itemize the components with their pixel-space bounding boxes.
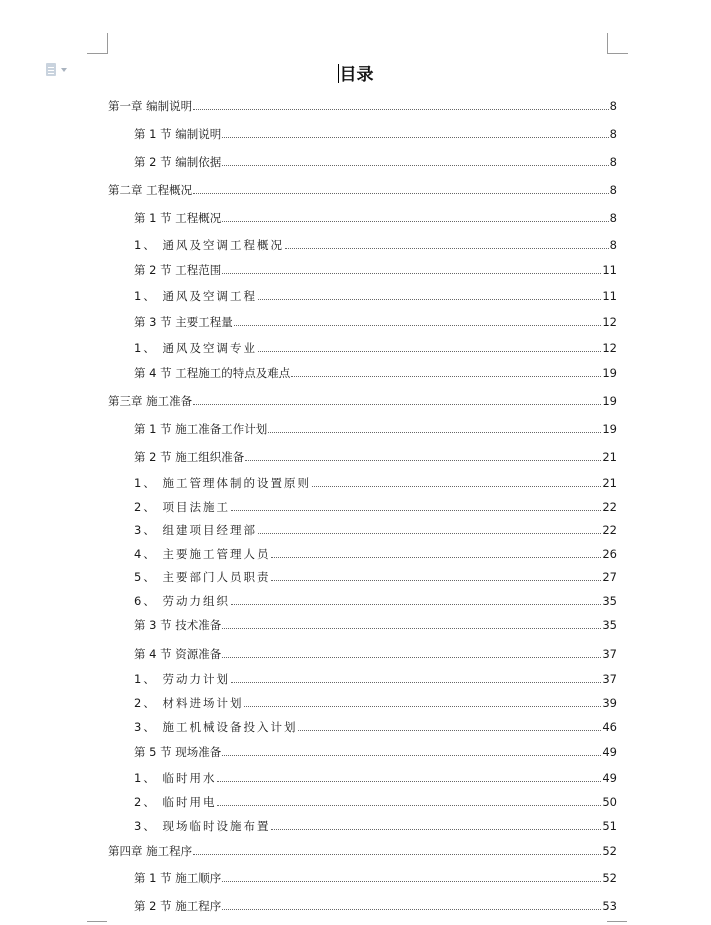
toc-entry-label: 2、 临时用电 [134, 795, 217, 809]
toc-entry-label: 4、 主要施工管理人员 [134, 547, 271, 561]
toc-leader-dots [234, 324, 602, 326]
toc-leader-dots [222, 164, 608, 166]
toc-entry-page-number: 8 [609, 211, 617, 225]
toc-leader-dots [193, 192, 609, 194]
toc-entry-page-number: 19 [602, 366, 617, 380]
toc-leader-dots [222, 754, 601, 756]
toc-entry-page-number: 53 [602, 899, 617, 913]
toc-entry-page-number: 46 [602, 720, 617, 734]
toc-entry-page-number: 37 [602, 647, 617, 661]
page-corner-mark-top-right [607, 33, 628, 54]
toc-entry[interactable] [134, 125, 617, 141]
toc-entry-label: 5、 主要部门人员职责 [134, 570, 271, 584]
toc-leader-dots [231, 681, 601, 683]
toc-entry[interactable] [134, 869, 617, 885]
toc-leader-dots [193, 403, 601, 405]
toc-entry-label: 第 2 节 工程范围 [134, 263, 222, 277]
toc-entry-label: 第四章 施工程序 [108, 844, 193, 858]
toc-entry-label: 第 2 节 施工组织准备 [134, 450, 245, 464]
toc-entry[interactable] [134, 670, 617, 686]
toc-leader-dots [222, 220, 608, 222]
toc-entry-page-number: 22 [602, 523, 617, 537]
toc-leader-dots [245, 459, 601, 461]
toc-entry-label: 第 1 节 施工顺序 [134, 871, 222, 885]
toc-entry-label: 第 2 节 施工程序 [134, 899, 222, 913]
toc-entry-page-number: 26 [602, 547, 617, 561]
page-corner-mark-bottom-right [607, 921, 627, 922]
toc-leader-dots [231, 509, 601, 511]
toc-entry-page-number: 51 [602, 819, 617, 833]
toc-entry[interactable] [134, 236, 617, 252]
toc-entry[interactable] [134, 545, 617, 561]
toc-entry[interactable] [134, 153, 617, 169]
toc-leader-dots [258, 298, 601, 300]
toc-entry[interactable] [134, 474, 617, 490]
toc-entry-page-number: 8 [609, 238, 617, 252]
toc-leader-dots [222, 880, 601, 882]
toc-entry-label: 第 4 节 工程施工的特点及难点 [134, 366, 291, 380]
toc-entry-page-number: 19 [602, 422, 617, 436]
text-cursor [338, 64, 339, 83]
toc-entry-page-number: 27 [602, 570, 617, 584]
toc-entry[interactable] [134, 364, 617, 380]
toc-entry-page-number: 35 [602, 618, 617, 632]
toc-entry-page-number: 21 [602, 450, 617, 464]
page-corner-mark-bottom-left [87, 921, 107, 922]
toc-entry-label: 2、 项目法施工 [134, 500, 230, 514]
toc-leader-dots [222, 908, 601, 910]
toc-entry[interactable] [134, 592, 617, 608]
toc-entry[interactable] [108, 842, 617, 858]
toc-entry-page-number: 11 [602, 263, 617, 277]
toc-leader-dots [271, 579, 601, 581]
toc-entry-label: 1、 临时用水 [134, 771, 217, 785]
toc-entry[interactable] [134, 498, 617, 514]
toc-leader-dots [258, 350, 601, 352]
toc-entry-label: 1、 通风及空调工程 [134, 289, 257, 303]
toc-entry[interactable] [134, 261, 617, 277]
toc-entry-page-number: 39 [602, 696, 617, 710]
toc-leader-dots [258, 532, 601, 534]
toc-entry[interactable] [134, 817, 617, 833]
toc-entry[interactable] [134, 313, 617, 329]
toc-entry-page-number: 35 [602, 594, 617, 608]
toc-entry-label: 1、 劳动力计划 [134, 672, 230, 686]
toc-leader-dots [222, 136, 608, 138]
page-title-text: 目录 [339, 65, 374, 85]
toc-entry[interactable] [134, 793, 617, 809]
toc-entry-label: 1、 通风及空调专业 [134, 341, 257, 355]
toc-entry-page-number: 52 [602, 844, 617, 858]
toc-entry[interactable] [108, 181, 617, 197]
page-corner-mark-top-left [87, 33, 108, 54]
toc-leader-dots [222, 272, 601, 274]
toc-entry-label: 第一章 编制说明 [108, 99, 193, 113]
toc-entry[interactable] [134, 568, 617, 584]
toc-entry[interactable] [108, 97, 617, 113]
toc-entry-label: 3、 组建项目经理部 [134, 523, 257, 537]
toc-entry-page-number: 8 [609, 127, 617, 141]
toc-leader-dots [231, 603, 601, 605]
toc-entry[interactable] [134, 420, 617, 436]
toc-entry-page-number: 52 [602, 871, 617, 885]
toc-entry[interactable] [134, 616, 617, 632]
toc-leader-dots [312, 485, 601, 487]
toc-entry[interactable] [134, 897, 617, 913]
toc-entry-page-number: 21 [602, 476, 617, 490]
toc-entry-label: 第 4 节 资源准备 [134, 647, 222, 661]
toc-entry[interactable] [134, 645, 617, 661]
toc-leader-dots [271, 828, 601, 830]
toc-entry-page-number: 49 [602, 745, 617, 759]
toc-leader-dots [222, 627, 601, 629]
toc-entry-label: 3、 施工机械设备投入计划 [134, 720, 298, 734]
toc-entry[interactable] [108, 392, 617, 408]
toc-entry-page-number: 8 [609, 183, 617, 197]
toc-entry[interactable] [134, 287, 617, 303]
toc-entry-page-number: 22 [602, 500, 617, 514]
page-title [0, 60, 711, 85]
toc-entry-page-number: 19 [602, 394, 617, 408]
toc-entry-page-number: 50 [602, 795, 617, 809]
toc-leader-dots [193, 853, 601, 855]
toc-entry-label: 第 3 节 技术准备 [134, 618, 222, 632]
toc-leader-dots [291, 375, 601, 377]
toc-leader-dots [298, 729, 601, 731]
toc-entry[interactable] [134, 694, 617, 710]
toc-entry-label: 第 2 节 编制依据 [134, 155, 222, 169]
toc-leader-dots [271, 556, 601, 558]
toc-leader-dots [285, 247, 609, 249]
toc-entry-page-number: 8 [609, 155, 617, 169]
toc-entry-page-number: 8 [609, 99, 617, 113]
toc-entry-label: 1、 通风及空调工程概况 [134, 238, 284, 252]
toc-entry-page-number: 49 [602, 771, 617, 785]
toc-entry-label: 第三章 施工准备 [108, 394, 193, 408]
toc-entry-label: 第 1 节 编制说明 [134, 127, 222, 141]
toc-leader-dots [222, 656, 601, 658]
toc-leader-dots [217, 804, 601, 806]
toc-entry[interactable] [134, 743, 617, 759]
toc-leader-dots [268, 431, 601, 433]
toc-leader-dots [244, 705, 601, 707]
toc-entry[interactable] [134, 521, 617, 537]
toc-entry-label: 第二章 工程概况 [108, 183, 193, 197]
toc-entry-label: 第 3 节 主要工程量 [134, 315, 233, 329]
toc-entry-label: 3、 现场临时设施布置 [134, 819, 271, 833]
toc-leader-dots [217, 780, 601, 782]
toc-entry-page-number: 11 [602, 289, 617, 303]
toc-entry[interactable] [134, 718, 617, 734]
toc-leader-dots [193, 108, 609, 110]
toc-entry[interactable] [134, 448, 617, 464]
toc-entry-label: 2、 材料进场计划 [134, 696, 244, 710]
toc-entry-page-number: 12 [602, 341, 617, 355]
toc-entry[interactable] [134, 339, 617, 355]
toc-entry-label: 第 1 节 施工准备工作计划 [134, 422, 268, 436]
toc-entry-label: 第 1 节 工程概况 [134, 211, 222, 225]
toc-entry-label: 1、 施工管理体制的设置原则 [134, 476, 311, 490]
toc-entry-label: 第 5 节 现场准备 [134, 745, 222, 759]
toc-entry-page-number: 37 [602, 672, 617, 686]
toc-entry[interactable] [134, 769, 617, 785]
toc-entry[interactable] [134, 209, 617, 225]
toc-entry-label: 6、 劳动力组织 [134, 594, 230, 608]
toc-entry-page-number: 12 [602, 315, 617, 329]
